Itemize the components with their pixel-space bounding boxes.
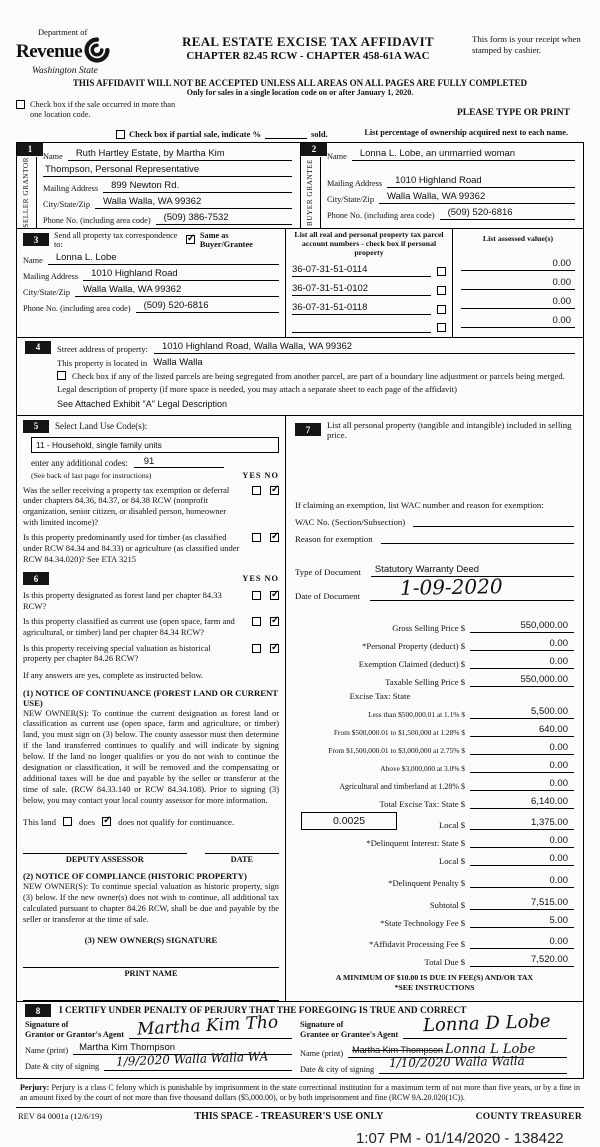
tech-fee-field[interactable]: 5.00 [470, 914, 574, 928]
wac-number-label: WAC No. (Section/Subsection) [295, 516, 406, 527]
send-correspondence-label: Send all property tax correspondence to: [54, 230, 178, 249]
grantee-name-print-label: Name (print) [300, 1048, 344, 1058]
grantee-name-handwritten: Lonna L Lobe [445, 1041, 536, 1057]
partial-sale-checkbox[interactable] [116, 130, 125, 139]
personal-property-title: List all personal property (tangible and intangible) included in selling price. [327, 419, 572, 440]
delinquent-interest-state-label: *Delinquent Interest: State $ [366, 837, 465, 848]
buyer-phone-label: Phone No. (including area code) [327, 210, 435, 220]
certification-section [16, 1002, 584, 1078]
if-yes-note: If any answers are yes, complete as instructed below. [23, 669, 204, 680]
corr-csz-label: City/State/Zip [23, 287, 71, 297]
personal-property-checkbox-2[interactable] [437, 286, 446, 295]
section-3-badge: 3 [23, 233, 49, 246]
buyer-mailing-label: Mailing Address [327, 178, 383, 188]
yes-no-header-s6: YES NO [242, 574, 279, 584]
notice-continuance-body: NEW OWNER(S): To continue the current designation as forest land or classification as current use (open space, farm and agriculture, or timber) land, you must sign on (3) below. The county assessor must then determine if the land transferred continues to qualify and will indicate by signing below. If the land no longer qualifies or you do not wish to continue the designation or classification, it will be removed and the compensating or additional taxes will be due and payable by the seller or transferor at the time of sale. (RCW 84.33.140 or RCW 84.34.108). Prior to signing (3) below, you may contact your local county assessor for more information. [23, 708, 279, 805]
notice-continuance-title: (1) NOTICE OF CONTINUANCE (FOREST LAND OR CURRENT USE) [23, 687, 278, 708]
taxable-price-label: Taxable Selling Price $ [385, 676, 465, 687]
dept-of-label: Department of [38, 27, 88, 37]
notice-compliance-title: (2) NOTICE OF COMPLIANCE (HISTORIC PROPERTY) [23, 870, 247, 881]
parcel-row [292, 320, 446, 333]
question-historic: Is this property receiving special valuation as historical property per chapter 84.26 RCW? [23, 642, 211, 664]
assessed-value-field-2[interactable]: 0.00 [461, 276, 575, 290]
total-due-field[interactable]: 7,520.00 [470, 953, 574, 967]
question-forest-land: Is this property designated as forest land per chapter 84.33 RCW? [23, 590, 222, 611]
form-header [16, 28, 584, 76]
buyer-name-field[interactable]: Lonna L. Lobe, an unmarried woman [352, 148, 575, 161]
grantor-signature-label: Signature of Grantor or Grantor's Agent [25, 1020, 125, 1039]
deputy-assessor-signature-line[interactable]: DEPUTY ASSESSOR [23, 853, 187, 864]
ownership-note: List percentage of ownership acquired next to each name. [364, 128, 568, 138]
see-back-note: (See back of last page for instructions) [31, 470, 152, 480]
exemption-claimed-field[interactable]: 0.00 [470, 655, 574, 669]
doc-date-field[interactable] [370, 573, 574, 601]
grantor-date-city-label: Date & city of signing [25, 1061, 100, 1071]
receipt-note: This form is your receipt when stamped by cashier. [472, 34, 581, 55]
section-5-badge: 5 [23, 420, 49, 433]
forest-no-checkbox[interactable] [270, 591, 279, 600]
doc-type-field[interactable]: Statutory Warranty Deed [371, 564, 574, 577]
same-as-buyer-label: Same as Buyer/Grantee [199, 230, 253, 249]
personal-property-checkbox-3[interactable] [437, 305, 446, 314]
gross-price-label: Gross Selling Price $ [392, 622, 465, 633]
grantor-signature-handwritten: Martha Kim Tho [136, 1012, 279, 1040]
processing-fee-label: *Affidavit Processing Fee $ [368, 938, 465, 949]
total-due-label: Total Due $ [424, 956, 465, 967]
see-instructions-note: *SEE INSTRUCTIONS [394, 982, 475, 992]
same-as-buyer-checkbox[interactable] [186, 235, 195, 244]
corr-name-label: Name [23, 255, 43, 265]
grantee-date-city-field[interactable] [379, 1053, 567, 1074]
tier4-label: Above $3,000,000 at 3.0% $ [380, 763, 465, 773]
perjury-notice: Perjury: Perjury is a class C felony which is punishable by imprisonment in the state correctional institution for a maximum term of not more than five years, or by a fine in an amount fixed by the court of not more than five thousand dollars ($5,000.00), or by both imprisonment and fine (RCW 9A.20.020(1C)). [20, 1082, 581, 1103]
buyer-mailing-field[interactable]: 1010 Highland Road [387, 175, 575, 188]
seller-mailing-field[interactable]: 899 Newton Rd. [103, 180, 292, 193]
print-name-line[interactable] [23, 1000, 279, 1001]
grantor-signature-line[interactable] [129, 1012, 292, 1040]
corr-phone-field[interactable]: (509) 520-6816 [136, 300, 279, 313]
corr-mailing-field[interactable]: 1010 Highland Road [83, 268, 279, 281]
seller-side-label: SELLER GRANTOR [21, 156, 31, 228]
partial-sale-percent-field[interactable] [265, 138, 307, 139]
does-not-label: does not qualify for continuance. [118, 816, 235, 827]
timber-yes-checkbox[interactable] [252, 533, 261, 542]
doc-date-label: Date of Document [295, 590, 360, 601]
buyer-section [300, 143, 583, 228]
washington-state-label: Washington State [32, 65, 98, 76]
new-owner-signature-line[interactable]: PRINT NAME [23, 967, 279, 978]
agricultural-label: Agricultural and timberland at 1.28% $ [339, 781, 465, 791]
exemption-no-checkbox[interactable] [270, 486, 279, 495]
treasurer-space-label: THIS SPACE - TREASURER'S USE ONLY [194, 1110, 384, 1122]
grantor-date-city-handwritten: 1/9/2020 Walla Walla WA [116, 1049, 269, 1069]
minimum-due-note: A MINIMUM OF $10.00 IS DUE IN FEE(S) AND/OR TAX [335, 972, 534, 982]
taxable-price-field[interactable]: 550,000.00 [470, 673, 574, 687]
grantee-signature-line[interactable] [403, 1010, 567, 1039]
buyer-phone-field[interactable]: (509) 520-6816 [440, 207, 575, 220]
grantee-signature-label: Signature of Grantee or Grantee's Agent [300, 1020, 399, 1039]
delinquent-interest-local-label: Local $ [438, 855, 465, 866]
local-tax-label: Local $ [438, 819, 465, 830]
additional-codes-field[interactable]: 91 [134, 456, 224, 468]
county-treasurer-label: COUNTY TREASURER [475, 1111, 582, 1122]
grantor-name-print-label: Name (print) [25, 1045, 69, 1055]
local-tax-field[interactable]: 1,375.00 [470, 816, 574, 830]
dor-logo [16, 28, 144, 76]
seller-name-field[interactable]: Ruth Hartley Estate, by Martha Kim [68, 148, 292, 161]
certify-statement: I CERTIFY UNDER PENALTY OF PERJURY THAT THE FOREGOING IS TRUE AND CORRECT [59, 1005, 467, 1016]
historic-yes-checkbox[interactable] [252, 644, 261, 653]
wac-number-field[interactable] [413, 515, 574, 527]
parcel-number-field-2[interactable]: 36-07-31-51-0102 [292, 282, 431, 296]
seller-section [17, 143, 300, 228]
tier3-label: From $1,500,000.01 to $3,000,000 at 2.75% $ [328, 745, 465, 755]
grantee-date-city-label: Date & city of signing [300, 1064, 375, 1074]
section-4-badge: 4 [25, 341, 51, 354]
seller-phone-field[interactable]: (509) 386-7532 [156, 212, 292, 225]
doc-type-label: Type of Document [295, 566, 361, 577]
does-qualify-checkbox[interactable] [63, 817, 72, 826]
section-8-badge: 8 [25, 1004, 51, 1017]
street-address-field[interactable]: 1010 Highland Road, Walla Walla, WA 99362 [154, 341, 575, 354]
footer-divider [16, 1107, 584, 1108]
processing-fee-field[interactable]: 0.00 [470, 935, 574, 949]
corr-phone-label: Phone No. (including area code) [23, 303, 131, 313]
delinquent-interest-local-field[interactable]: 0.00 [470, 852, 574, 866]
tier2-field[interactable]: 640.00 [470, 723, 574, 737]
delinquent-penalty-field[interactable]: 0.00 [470, 874, 574, 888]
segregated-checkbox[interactable] [57, 371, 66, 380]
personal-property-blank-area[interactable] [295, 440, 574, 500]
located-in-label: This property is located in [57, 357, 148, 368]
section-6-badge: 6 [23, 572, 49, 585]
tier4-field[interactable]: 0.00 [470, 759, 574, 773]
street-address-label: Street address of property: [57, 343, 148, 354]
legal-description-value[interactable]: See Attached Exhibit "A" Legal Description [57, 398, 227, 409]
historic-no-checkbox[interactable] [270, 644, 279, 653]
main-body [16, 416, 584, 1003]
reason-exemption-field[interactable] [381, 532, 574, 544]
buyer-side-label: BUYER GRANTEE [305, 158, 315, 226]
parcel-number-field-4[interactable] [292, 320, 431, 333]
assessed-value-field-3[interactable]: 0.00 [461, 295, 575, 309]
section-1-badge: 1 [17, 143, 43, 156]
seller-csz-field[interactable]: Walla Walla, WA 99362 [95, 196, 292, 209]
section-7-badge: 7 [295, 423, 321, 436]
assessed-value-field-1[interactable]: 0.00 [461, 257, 575, 271]
this-land-label: This land [23, 816, 56, 827]
personal-property-checkbox-1[interactable] [437, 267, 446, 276]
parcel-number-field-3[interactable]: 36-07-31-51-0118 [292, 301, 431, 315]
property-address-section [16, 338, 584, 416]
buyer-name-label: Name [327, 151, 347, 161]
parties-section [16, 142, 584, 229]
parcel-row [292, 282, 446, 296]
legal-description-label: Legal description of property (if more space is needed, you may attach a separate sheet to each page of the affidavit) [57, 383, 457, 394]
revenue-wordmark: Revenue [16, 41, 83, 62]
seller-mailing-label: Mailing Address [43, 183, 99, 193]
current-use-no-checkbox[interactable] [270, 617, 279, 626]
forest-yes-checkbox[interactable] [252, 591, 261, 600]
partial-sale-label: Check box if partial sale, indicate % [129, 128, 261, 139]
treasurer-timestamp-stamp: 1:07 PM - 01/14/2020 - 138422 [356, 1129, 564, 1147]
personal-prop-deduct-label: *Personal Property (deduct) $ [362, 640, 465, 651]
please-type-label: PLEASE TYPE OR PRINT [456, 108, 570, 118]
grantor-name-print-field[interactable]: Martha Kim Thompson [73, 1042, 292, 1055]
tier1-field[interactable]: 5,500.00 [470, 705, 574, 719]
gross-price-field[interactable]: 550,000.00 [470, 619, 574, 633]
doc-date-handwritten: 1-09-2020 [399, 573, 503, 600]
exemption-yes-checkbox[interactable] [252, 486, 261, 495]
land-use-title: Select Land Use Code(s): [55, 421, 148, 432]
personal-prop-deduct-field[interactable]: 0.00 [470, 637, 574, 651]
question-timber: Is this property predominantly used for timber (as classified under RCW 84.34 and 84.33) or agriculture (as classified under RCW 84.34.020)? See ETA 3215 [23, 532, 240, 564]
corr-mailing-label: Mailing Address [23, 271, 79, 281]
grantor-date-city-field[interactable] [104, 1049, 292, 1071]
seller-name-label: Name [43, 151, 63, 161]
total-state-field[interactable]: 6,140.00 [470, 795, 574, 809]
form-subtitle: CHAPTER 82.45 RCW - CHAPTER 458-61A WAC [186, 50, 430, 62]
agricultural-field[interactable]: 0.00 [470, 777, 574, 791]
buyer-side-strip [301, 157, 321, 228]
tier1-label: Less than $500,000.01 at 1.1% $ [368, 709, 465, 719]
grantee-date-city-handwritten: 1/10/2020 Walla Walla [389, 1053, 526, 1070]
question-current-use: Is this property classified as current use (open space, farm and agricultural, or timber) land per chapter 84.34 RCW? [23, 616, 235, 637]
seller-phone-label: Phone No. (including area code) [43, 215, 151, 225]
buyer-csz-field[interactable]: Walla Walla, WA 99362 [379, 191, 575, 204]
does-label: does [78, 816, 96, 827]
grantee-signature-handwritten: Lonna D Lobe [422, 1010, 552, 1036]
completion-warning: THIS AFFIDAVIT WILL NOT BE ACCEPTED UNLESS ALL AREAS ON ALL PAGES ARE FULLY COMPLETED [72, 78, 528, 88]
seller-side-strip [17, 157, 37, 228]
seller-csz-label: City/State/Zip [43, 199, 91, 209]
multi-location-checkbox[interactable] [16, 100, 25, 109]
delinquent-penalty-label: *Delinquent Penalty $ [388, 877, 465, 888]
grantee-name-struck: Martha Kim Thompson [352, 1044, 443, 1055]
buyer-csz-label: City/State/Zip [327, 194, 375, 204]
question-exemption: Was the seller receiving a property tax exemption or deferral under chapters 84.36, 84.37, or 84.38 RCW (nonprofit organization, senior citizen, or disabled person, homeowner with limited income)? [23, 484, 230, 527]
tax-correspondence-section [16, 229, 584, 338]
seller-name-field-line2[interactable]: Thompson, Personal Representative [43, 164, 292, 177]
tech-fee-label: *State Technology Fee $ [380, 917, 465, 928]
parcel-row [292, 263, 446, 277]
current-use-yes-checkbox[interactable] [252, 617, 261, 626]
located-in-field[interactable]: Walla Walla [153, 356, 203, 368]
single-location-note: Only for sales in a single location code on or after January 1, 2020. [186, 88, 414, 97]
does-not-qualify-checkbox[interactable] [102, 817, 111, 826]
parcel-numbers-header: List all real and personal property tax parcel account numbers - check box if personal property [294, 229, 444, 258]
parcel-number-field-1[interactable]: 36-07-31-51-0114 [292, 263, 431, 277]
multi-location-label: Check box if the sale occurred in more than one location code. [30, 100, 176, 120]
subtotal-field[interactable]: 7,515.00 [470, 896, 574, 910]
segregated-label: Check box if any of the listed parcels are being segregated from another parcel, are part of a boundary line adjustment or parcels being merged. [72, 370, 565, 381]
personal-property-checkbox-4[interactable] [437, 323, 446, 332]
section-2-badge: 2 [301, 143, 327, 156]
parcel-row [292, 301, 446, 315]
exemption-claimed-label: Exemption Claimed (deduct) $ [358, 658, 465, 669]
yes-no-header-s5: YES NO [242, 470, 279, 480]
tier2-label: From $500,000.01 to $1,500,000 at 1.28% $ [333, 727, 465, 737]
corr-name-field[interactable]: Lonna L. Lobe [48, 252, 279, 265]
assessed-values-header: List assessed value(s) [482, 233, 554, 243]
corr-csz-field[interactable]: Walla Walla, WA 99362 [75, 284, 279, 297]
total-state-label: Total Excise Tax: State $ [379, 798, 465, 809]
form-revision-number: REV 84 0001a (12/6/19) [18, 1110, 103, 1121]
assessor-date-line[interactable]: DATE [205, 853, 279, 864]
land-use-code-select[interactable]: 11 - Household, single family units [31, 437, 279, 453]
dor-swirl-icon [84, 37, 110, 67]
delinquent-interest-state-field[interactable]: 0.00 [470, 834, 574, 848]
partial-sale-suffix: sold. [310, 128, 328, 139]
subtotal-label: Subtotal $ [429, 899, 465, 910]
tier3-field[interactable]: 0.00 [470, 741, 574, 755]
excise-tax-state-header: Excise Tax: State [349, 690, 411, 701]
assessed-value-field-4[interactable]: 0.00 [461, 314, 575, 328]
exemption-claim-note: If claiming an exemption, list WAC number and reason for exemption: [295, 499, 544, 510]
local-rate-box[interactable]: 0.0025 [301, 812, 397, 830]
new-owner-signature-label: (3) NEW OWNER(S) SIGNATURE [84, 935, 218, 946]
timber-no-checkbox[interactable] [270, 533, 279, 542]
additional-codes-label: enter any additional codes: [31, 457, 128, 468]
reason-exemption-label: Reason for exemption [295, 533, 373, 544]
notice-compliance-body: NEW OWNER(S): To continue special valuation as historic property, sign (3) below. If the new owner(s) does not wish to continue, all additional tax calculated pursuant to chapter 84.26 RCW, shall be due and payable by the seller or transferor at the time of sale. [23, 881, 279, 924]
form-title: REAL ESTATE EXCISE TAX AFFIDAVIT [182, 34, 434, 49]
